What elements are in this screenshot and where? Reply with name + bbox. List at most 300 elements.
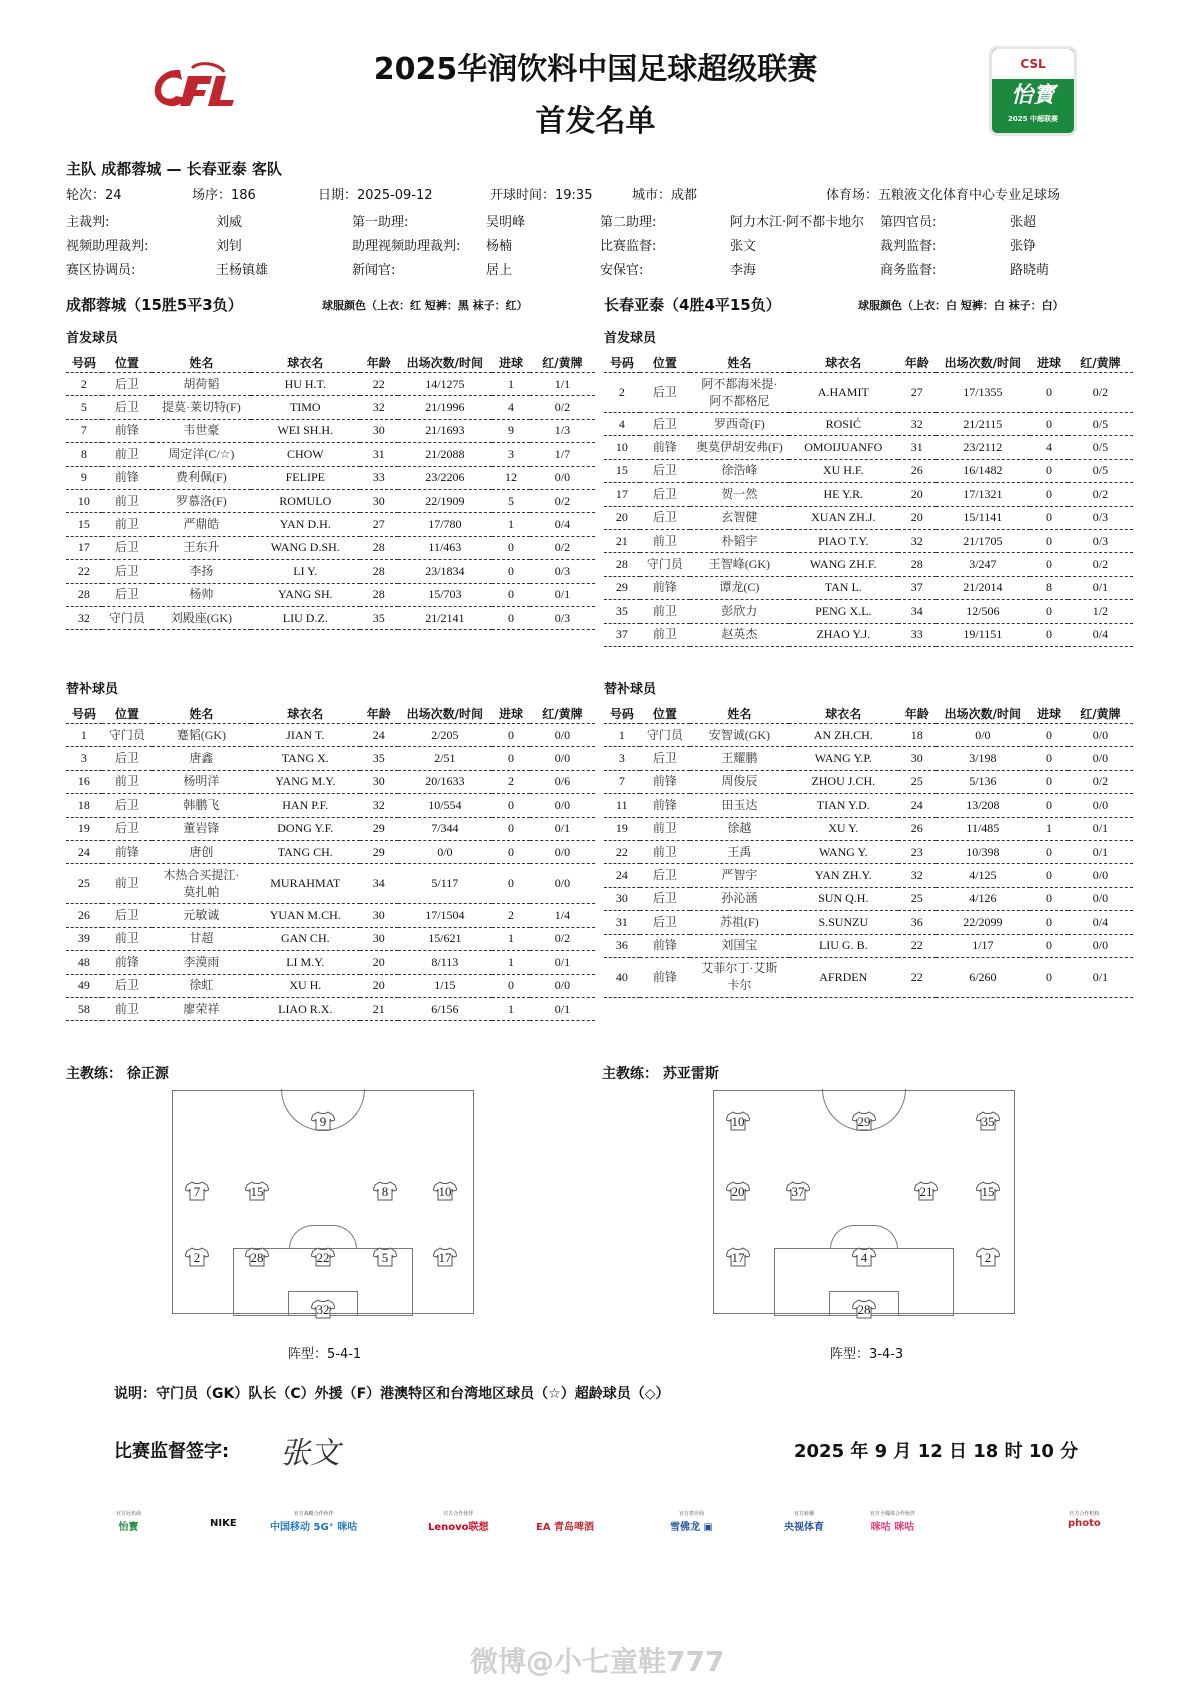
goals: 8 — [1030, 576, 1068, 599]
goals: 0 — [492, 817, 530, 840]
cards: 0/1 — [530, 951, 595, 974]
player-name: 贺一然 — [690, 483, 789, 506]
official-name: 吴明峰 — [486, 215, 526, 230]
player-number: 2 — [66, 373, 102, 396]
appearances-minutes: 23/1834 — [398, 560, 492, 583]
player-age: 27 — [360, 513, 398, 536]
shirt-name: JIAN T. — [251, 724, 360, 747]
player-number: 35 — [604, 600, 640, 623]
appearances-minutes: 21/2014 — [936, 576, 1030, 599]
player-position: 后卫 — [640, 413, 690, 436]
player-shirt-icon — [786, 1181, 810, 1201]
cards: 0/2 — [530, 489, 595, 512]
away-subs-label: 替补球员 — [604, 682, 657, 697]
goals: 2 — [492, 770, 530, 793]
player-name: 杨明洋 — [152, 770, 251, 793]
player-number: 20 — [604, 506, 640, 529]
player-shirt-icon — [311, 1111, 335, 1131]
player-name: 徐越 — [690, 817, 789, 840]
player-number: 7 — [66, 419, 102, 442]
home-starters-label: 首发球员 — [66, 331, 119, 346]
cards: 0/2 — [530, 396, 595, 419]
player-number: 19 — [66, 817, 102, 840]
player-number: 37 — [604, 623, 640, 646]
watermark: 微博@小七童鞋777 — [470, 1645, 725, 1678]
shirt-number: 10 — [731, 1114, 745, 1129]
player-number: 2 — [604, 373, 640, 413]
shirt-number: 2 — [193, 1250, 201, 1265]
player-row — [604, 506, 1133, 529]
cards: 0/2 — [530, 536, 595, 559]
player-position: 后卫 — [102, 904, 152, 927]
shirt-name: PIAO T.Y. — [789, 529, 898, 552]
cards: 0/4 — [1068, 911, 1133, 934]
player-position: 前卫 — [640, 600, 690, 623]
player-age: 26 — [898, 817, 936, 840]
goals: 0 — [1030, 724, 1068, 747]
kickoff-time: 开球时间：19:35 — [490, 188, 593, 203]
player-row — [66, 583, 595, 606]
appearances-minutes: 1/15 — [398, 974, 492, 997]
player-age: 23 — [898, 840, 936, 863]
official-name: 张超 — [1010, 215, 1037, 230]
goals: 0 — [1030, 459, 1068, 482]
official-name: 刘威 — [216, 215, 243, 230]
appearances-minutes: 13/208 — [936, 794, 1030, 817]
goals: 0 — [492, 794, 530, 817]
player-age: 33 — [360, 466, 398, 489]
player-age: 20 — [360, 974, 398, 997]
player-age: 25 — [898, 770, 936, 793]
column-header: 号码 — [604, 352, 640, 373]
player-row — [66, 536, 595, 559]
player-row — [66, 489, 595, 512]
player-age: 34 — [898, 600, 936, 623]
player-name: 周定洋(C/☆) — [152, 443, 251, 466]
cards: 0/0 — [530, 747, 595, 770]
player-position: 后卫 — [102, 974, 152, 997]
cards: 0/2 — [1068, 373, 1133, 413]
player-row — [604, 623, 1133, 646]
player-number: 5 — [66, 396, 102, 419]
shirt-name: YAN D.H. — [251, 513, 360, 536]
player-name: 甘超 — [152, 927, 251, 950]
appearances-minutes: 1/17 — [936, 934, 1030, 957]
shirt-name: TIMO — [251, 396, 360, 419]
appearances-minutes: 20/1633 — [398, 770, 492, 793]
player-number: 40 — [604, 957, 640, 997]
cards: 0/0 — [530, 466, 595, 489]
goals: 0 — [1030, 911, 1068, 934]
signature-label: 比赛监督签字: — [114, 1441, 230, 1462]
goals: 0 — [492, 974, 530, 997]
appearances-minutes: 21/2088 — [398, 443, 492, 466]
shirt-name: ZHOU J.CH. — [789, 770, 898, 793]
player-position: 前卫 — [102, 489, 152, 512]
player-name: 孙沁涵 — [690, 887, 789, 910]
shirt-number: 28 — [250, 1250, 264, 1265]
shirt-number: 37 — [791, 1184, 805, 1199]
appearances-minutes: 3/247 — [936, 553, 1030, 576]
player-row — [604, 483, 1133, 506]
player-position: 后卫 — [640, 459, 690, 482]
shirt-name: ZHAO Y.J. — [789, 623, 898, 646]
player-row — [66, 747, 595, 770]
player-name: 李扬 — [152, 560, 251, 583]
column-header: 号码 — [66, 703, 102, 724]
appearances-minutes: 23/2112 — [936, 436, 1030, 459]
player-row — [66, 419, 595, 442]
player-age: 18 — [898, 724, 936, 747]
appearances-minutes: 23/2206 — [398, 466, 492, 489]
cards: 0/0 — [1068, 864, 1133, 887]
player-row — [604, 600, 1133, 623]
shirt-name: YAN ZH.Y. — [789, 864, 898, 887]
appearances-minutes: 16/1482 — [936, 459, 1030, 482]
goals: 1 — [492, 997, 530, 1020]
home-subs-label: 替补球员 — [66, 682, 119, 697]
away-formation: 阵型：3-4-3 — [830, 1347, 904, 1362]
player-position: 前卫 — [102, 864, 152, 904]
column-header: 进球 — [492, 352, 530, 373]
column-header: 姓名 — [152, 703, 251, 724]
appearances-minutes: 10/398 — [936, 840, 1030, 863]
cards: 0/0 — [530, 840, 595, 863]
cards: 0/3 — [530, 560, 595, 583]
player-age: 22 — [898, 957, 936, 997]
goals: 0 — [1030, 957, 1068, 997]
shirt-name: XU H. — [251, 974, 360, 997]
shirt-name: WEI SH.H. — [251, 419, 360, 442]
goals: 0 — [1030, 553, 1068, 576]
goals: 0 — [492, 840, 530, 863]
player-row — [604, 911, 1133, 934]
player-name: 彭欣力 — [690, 600, 789, 623]
player-shirt-icon — [311, 1299, 335, 1319]
player-shirt-icon — [726, 1181, 750, 1201]
player-name: 木热合买提江·莫扎帕 — [152, 864, 251, 904]
shirt-number: 17 — [438, 1250, 452, 1265]
player-position: 前卫 — [640, 817, 690, 840]
sponsor-logo: 官方合作机构 photo — [1068, 1511, 1101, 1529]
player-shirt-icon — [726, 1247, 750, 1267]
cards: 0/0 — [530, 794, 595, 817]
column-header: 年龄 — [898, 352, 936, 373]
player-number: 11 — [604, 794, 640, 817]
player-number: 9 — [66, 466, 102, 489]
column-header: 位置 — [102, 352, 152, 373]
goals: 0 — [1030, 840, 1068, 863]
player-row — [66, 396, 595, 419]
shirt-name: TAN L. — [789, 576, 898, 599]
player-name: 朴韬宇 — [690, 529, 789, 552]
player-name: 提莫·莱切特(F) — [152, 396, 251, 419]
cards: 0/2 — [1068, 553, 1133, 576]
cards: 0/2 — [1068, 483, 1133, 506]
player-row — [604, 887, 1133, 910]
player-name: 徐虹 — [152, 974, 251, 997]
cards: 0/5 — [1068, 413, 1133, 436]
column-header: 进球 — [1030, 352, 1068, 373]
appearances-minutes: 14/1275 — [398, 373, 492, 396]
goals: 1 — [492, 513, 530, 536]
shirt-name: XU Y. — [789, 817, 898, 840]
player-row — [66, 560, 595, 583]
shirt-name: LIU G. B. — [789, 934, 898, 957]
player-age: 26 — [898, 459, 936, 482]
goals: 0 — [1030, 864, 1068, 887]
player-name: 费利佩(F) — [152, 466, 251, 489]
player-row — [66, 443, 595, 466]
player-number: 26 — [66, 904, 102, 927]
player-number: 24 — [66, 840, 102, 863]
goals: 0 — [492, 864, 530, 904]
shirt-name: S.SUNZU — [789, 911, 898, 934]
player-age: 31 — [360, 443, 398, 466]
player-row — [604, 576, 1133, 599]
sponsor-logo: 官方战略合作伙伴 中国移动 5G⁺ 咪咕 — [270, 1511, 358, 1533]
goals: 0 — [1030, 600, 1068, 623]
column-header: 年龄 — [360, 352, 398, 373]
player-row — [604, 529, 1133, 552]
column-header: 号码 — [66, 352, 102, 373]
player-row — [66, 840, 595, 863]
player-row — [66, 606, 595, 629]
official-label: 新闻官: — [352, 263, 396, 278]
player-row — [66, 794, 595, 817]
player-name: 董岩锋 — [152, 817, 251, 840]
shirt-number: 2 — [984, 1250, 992, 1265]
appearances-minutes: 10/554 — [398, 794, 492, 817]
column-header: 红/黄牌 — [1068, 703, 1133, 724]
appearances-minutes: 21/1705 — [936, 529, 1030, 552]
cards: 0/0 — [1068, 747, 1133, 770]
player-age: 30 — [360, 770, 398, 793]
appearances-minutes: 17/780 — [398, 513, 492, 536]
shirt-name: OMOIJUANFO — [789, 436, 898, 459]
player-age: 22 — [360, 373, 398, 396]
player-age: 30 — [360, 419, 398, 442]
player-position: 后卫 — [102, 794, 152, 817]
signature: 张文 — [280, 1436, 340, 1471]
shirt-name: HU H.T. — [251, 373, 360, 396]
column-header: 姓名 — [690, 352, 789, 373]
sponsor-logo: 官方冠名商 怡寳 — [116, 1511, 142, 1533]
goals: 0 — [1030, 623, 1068, 646]
player-age: 28 — [360, 536, 398, 559]
player-age: 25 — [898, 887, 936, 910]
goals: 0 — [492, 606, 530, 629]
shirt-name: YUAN M.CH. — [251, 904, 360, 927]
player-number: 25 — [66, 864, 102, 904]
player-number: 32 — [66, 606, 102, 629]
player-position: 后卫 — [102, 583, 152, 606]
cards: 1/3 — [530, 419, 595, 442]
player-age: 28 — [898, 553, 936, 576]
cards: 0/5 — [1068, 436, 1133, 459]
goals: 5 — [492, 489, 530, 512]
cards: 0/0 — [1068, 887, 1133, 910]
player-row — [66, 927, 595, 950]
shirt-number: 4 — [860, 1250, 868, 1265]
player-number: 28 — [604, 553, 640, 576]
shirt-name: XUAN ZH.J. — [789, 506, 898, 529]
sponsor-logo: 官方合作伙伴 Lenovo联想 — [428, 1511, 489, 1533]
shirt-name: WANG ZH.F. — [789, 553, 898, 576]
shirt-number: 15 — [250, 1184, 264, 1199]
column-header: 球衣名 — [251, 352, 360, 373]
column-header: 位置 — [640, 703, 690, 724]
player-shirt-icon — [185, 1247, 209, 1267]
player-shirt-icon — [852, 1247, 876, 1267]
player-position: 守门员 — [102, 606, 152, 629]
cards: 0/0 — [1068, 794, 1133, 817]
player-number: 8 — [66, 443, 102, 466]
column-header: 出场次数/时间 — [936, 352, 1030, 373]
goals: 4 — [492, 396, 530, 419]
player-name: 王耀鹏 — [690, 747, 789, 770]
cards: 0/4 — [1068, 623, 1133, 646]
player-position: 前卫 — [102, 927, 152, 950]
official-label: 助理视频助理裁判: — [352, 239, 461, 254]
home-formation: 阵型：5-4-1 — [288, 1347, 362, 1362]
player-name: 苏祖(F) — [690, 911, 789, 934]
sponsor-logo: 官方转播 央视体育 — [784, 1511, 824, 1533]
player-position: 守门员 — [102, 724, 152, 747]
player-age: 32 — [898, 864, 936, 887]
sponsor-logo: NIKE — [210, 1518, 237, 1529]
player-name: 刘殿座(GK) — [152, 606, 251, 629]
official-label: 商务监督: — [880, 263, 937, 278]
player-row — [66, 997, 595, 1020]
player-name: 田玉达 — [690, 794, 789, 817]
cards: 0/1 — [1068, 576, 1133, 599]
home-subs-table — [66, 703, 595, 1021]
appearances-minutes: 17/1321 — [936, 483, 1030, 506]
player-name: 李漠雨 — [152, 951, 251, 974]
shirt-name: HE Y.R. — [789, 483, 898, 506]
player-number: 21 — [604, 529, 640, 552]
player-position: 后卫 — [102, 373, 152, 396]
shirt-name: AN ZH.CH. — [789, 724, 898, 747]
page-title: 2025华润饮料中国足球超级联赛 — [373, 52, 818, 87]
player-row — [604, 413, 1133, 436]
player-name: 严智宇 — [690, 864, 789, 887]
goals: 1 — [492, 951, 530, 974]
official-name: 张文 — [730, 239, 757, 254]
shirt-number: 35 — [981, 1114, 995, 1129]
player-shirt-icon — [433, 1247, 457, 1267]
player-age: 24 — [898, 794, 936, 817]
player-name: 玄智健 — [690, 506, 789, 529]
player-row — [604, 817, 1133, 840]
official-label: 第一助理: — [352, 215, 409, 230]
shirt-name: LIAO R.X. — [251, 997, 360, 1020]
player-name: 阿不都海米提·阿不都格尼 — [690, 373, 789, 413]
player-position: 前锋 — [640, 770, 690, 793]
shirt-name: WANG Y.P. — [789, 747, 898, 770]
player-row — [604, 934, 1133, 957]
shirt-name: FELIPE — [251, 466, 360, 489]
appearances-minutes: 8/113 — [398, 951, 492, 974]
goals: 4 — [1030, 436, 1068, 459]
player-shirt-icon — [976, 1181, 1000, 1201]
appearances-minutes: 17/1504 — [398, 904, 492, 927]
player-age: 29 — [360, 817, 398, 840]
player-shirt-icon — [914, 1181, 938, 1201]
player-number: 58 — [66, 997, 102, 1020]
goals: 0 — [492, 536, 530, 559]
official-name: 李海 — [730, 263, 757, 278]
city: 城市：成都 — [632, 188, 698, 203]
appearances-minutes: 2/205 — [398, 724, 492, 747]
player-name: 唐创 — [152, 840, 251, 863]
cards: 0/0 — [530, 724, 595, 747]
player-position: 后卫 — [102, 536, 152, 559]
goals: 1 — [492, 927, 530, 950]
appearances-minutes: 21/2141 — [398, 606, 492, 629]
player-position: 前锋 — [640, 576, 690, 599]
player-position: 前卫 — [102, 770, 152, 793]
cards: 0/2 — [1068, 770, 1133, 793]
cards: 0/0 — [530, 864, 595, 904]
player-row — [604, 553, 1133, 576]
player-name: 元敏诚 — [152, 904, 251, 927]
appearances-minutes: 0/0 — [398, 840, 492, 863]
goals: 1 — [492, 373, 530, 396]
shirt-name: WANG D.SH. — [251, 536, 360, 559]
cards: 0/0 — [530, 974, 595, 997]
column-header: 年龄 — [898, 703, 936, 724]
player-number: 22 — [66, 560, 102, 583]
player-shirt-icon — [245, 1181, 269, 1201]
player-row — [604, 794, 1133, 817]
player-shirt-icon — [311, 1247, 335, 1267]
cards: 0/5 — [1068, 459, 1133, 482]
shirt-number: 22 — [316, 1250, 330, 1265]
player-age: 29 — [360, 840, 398, 863]
player-shirt-icon — [976, 1111, 1000, 1131]
shirt-name: CHOW — [251, 443, 360, 466]
appearances-minutes: 5/136 — [936, 770, 1030, 793]
player-position: 后卫 — [640, 373, 690, 413]
appearances-minutes: 21/2115 — [936, 413, 1030, 436]
goals: 0 — [1030, 529, 1068, 552]
player-age: 28 — [360, 560, 398, 583]
column-header: 出场次数/时间 — [936, 703, 1030, 724]
column-header: 进球 — [492, 703, 530, 724]
goals: 0 — [1030, 770, 1068, 793]
appearances-minutes: 12/506 — [936, 600, 1030, 623]
player-shirt-icon — [976, 1247, 1000, 1267]
signature-time: 2025 年 9 月 12 日 18 时 10 分 — [794, 1441, 1079, 1462]
page-subtitle: 首发名单 — [535, 104, 656, 139]
shirt-number: 32 — [316, 1302, 330, 1317]
away-kit: 球服颜色（上衣：白 短裤：白 袜子：白） — [858, 299, 1064, 312]
appearances-minutes: 17/1355 — [936, 373, 1030, 413]
player-position: 守门员 — [640, 724, 690, 747]
player-position: 后卫 — [102, 817, 152, 840]
cards: 0/1 — [530, 583, 595, 606]
away-starters-label: 首发球员 — [604, 331, 657, 346]
appearances-minutes: 22/1909 — [398, 489, 492, 512]
player-position: 前锋 — [640, 957, 690, 997]
stadium: 体育场：五粮液文化体育中心专业足球场 — [826, 188, 1061, 203]
player-name: 刘国宝 — [690, 934, 789, 957]
shirt-name: MURAHMAT — [251, 864, 360, 904]
shirt-name: PENG X.L. — [789, 600, 898, 623]
goals: 2 — [492, 904, 530, 927]
